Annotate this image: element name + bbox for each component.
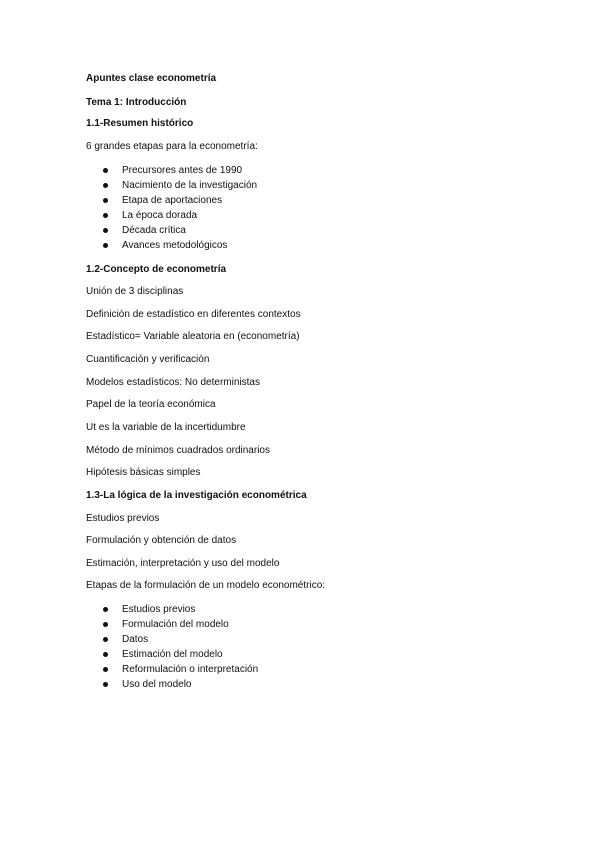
paragraph: Estimación, interpretación y uso del modelo — [86, 558, 280, 569]
paragraph: Modelos estadísticos: No deterministas — [86, 377, 260, 388]
bullet-icon — [103, 667, 108, 672]
list-item-text: Reformulación o interpretación — [122, 664, 259, 675]
list-item-text: Estudios previos — [122, 604, 196, 615]
list-item-text: Estimación del modelo — [122, 649, 223, 660]
section-1-3-heading: 1.3-La lógica de la investigación econométrica — [86, 490, 307, 501]
paragraph: Estadístico= Variable aleatoria en (econometría) — [86, 331, 300, 342]
bullet-icon — [103, 622, 108, 627]
section-1-1-heading: 1.1-Resumen histórico — [86, 118, 194, 129]
section-1-2-heading: 1.2-Concepto de econometría — [86, 264, 227, 275]
document-title: Apuntes clase econometría — [86, 73, 217, 84]
bullet-icon — [103, 607, 108, 612]
paragraph: Definición de estadístico en diferentes contextos — [86, 309, 301, 320]
bullet-icon — [103, 228, 108, 233]
list-item-text: Avances metodológicos — [122, 240, 228, 251]
paragraph: Método de mínimos cuadrados ordinarios — [86, 445, 270, 456]
topic-heading: Tema 1: Introducción — [86, 97, 187, 108]
bullet-icon — [103, 183, 108, 188]
paragraph: Cuantificación y verificación — [86, 354, 210, 365]
paragraph: Etapas de la formulación de un modelo econométrico: — [86, 580, 326, 591]
paragraph: Ut es la variable de la incertidumbre — [86, 422, 246, 433]
section-1-1-intro: 6 grandes etapas para la econometría: — [86, 141, 258, 152]
paragraph: Hipótesis básicas simples — [86, 467, 201, 478]
bullet-icon — [103, 213, 108, 218]
bullet-icon — [103, 652, 108, 657]
bullet-icon — [103, 243, 108, 248]
list-item-text: Precursores antes de 1990 — [122, 165, 243, 176]
list-item-text: Formulación del modelo — [122, 619, 229, 630]
paragraph: Estudios previos — [86, 513, 160, 524]
bullet-icon — [103, 198, 108, 203]
paragraph: Papel de la teoría económica — [86, 399, 216, 410]
bullet-icon — [103, 637, 108, 642]
bullet-icon — [103, 682, 108, 687]
list-item-text: Etapa de aportaciones — [122, 195, 223, 206]
list-item-text: Década crítica — [122, 225, 186, 236]
list-item-text: Uso del modelo — [122, 679, 192, 690]
paragraph: Unión de 3 disciplinas — [86, 286, 184, 297]
bullet-icon — [103, 168, 108, 173]
paragraph: Formulación y obtención de datos — [86, 535, 237, 546]
list-item-text: Nacimiento de la investigación — [122, 180, 258, 191]
list-item-text: La época dorada — [122, 210, 198, 221]
list-item-text: Datos — [122, 634, 149, 645]
